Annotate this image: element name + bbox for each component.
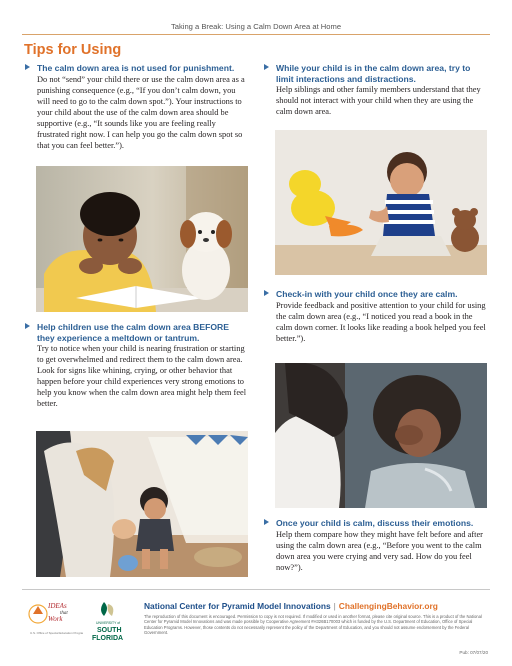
usf-text-3: FLORIDA (92, 635, 124, 642)
tip-body: Provide feedback and positive attention to your child for using the calm down area (e.g., “I noticed you read a book in the calm down corner. It looks like reading a book helped you feel better.”). (276, 300, 486, 343)
bullet-arrow-icon (25, 323, 30, 329)
header-divider (22, 34, 490, 35)
right-column (263, 63, 489, 117)
usf-text-2: SOUTH (97, 627, 122, 634)
tip-item (24, 322, 249, 410)
tip-heading: The calm down area is not used for punishment. (37, 63, 235, 73)
footer-legal-text: The reproduction of this document is encouraged. Permission to copy is not required. If modified or used in another format, please cite original source. This is a product of the National Center for Pyramid Model Innovations and was made possible by Cooperative Agreement #H326B170003 which is funded by the U.S. Department of Education, Office of Special Education Programs. However, those contents do not necessarily represent the policy of the Department of Education, and you should not assume endorsement by the Federal Government. (144, 614, 482, 635)
tip-heading: Help children use the calm down area BEFORE they experience a meltdown or tantrum. (37, 322, 229, 343)
tip-body: Do not “send” your child there or use the calm down area as a punishing consequence (e.g., “If you don’t calm down, you will need to go to the calm down spot.”). Your instructions to your child about the use of the calm down area should be supportive (e.g., “It sounds like you are feeling really frustrated right now. I can help you go the calm down spot so that you can feel better.”). (37, 74, 245, 151)
page-header: Taking a Break: Using a Calm Down Area at Home (170, 22, 342, 31)
website-link[interactable]: ChallengingBehavior.org (338, 601, 438, 611)
photo-child-reading-with-plush-dog (36, 166, 248, 312)
tip-item (263, 289, 489, 344)
tip-item (24, 63, 249, 151)
idea-text-2: that (60, 611, 68, 616)
usf-logo (90, 600, 130, 644)
org-name: National Center for Pyramid Model Innovations (144, 601, 331, 611)
left-column (24, 63, 249, 151)
bullet-arrow-icon (264, 290, 269, 296)
page-title: Tips for Using (24, 42, 122, 58)
usf-text-1: UNIVERSITY of (96, 621, 121, 625)
photo-child-with-plush-toys (275, 130, 487, 275)
bullet-arrow-icon (264, 64, 269, 70)
footer-divider (22, 589, 490, 590)
footer-organization (144, 601, 438, 611)
photo-upset-child (275, 363, 487, 508)
photo-parent-and-toddler (36, 431, 248, 577)
tip-item (263, 63, 489, 117)
tip-heading: While your child is in the calm down area, try to limit interactions and distractions. (276, 63, 471, 84)
bullet-arrow-icon (25, 64, 30, 70)
bullet-arrow-icon (264, 519, 269, 525)
tip-heading: Check-in with your child once they are calm. (276, 289, 458, 299)
idea-text-1: IDEAs (48, 602, 67, 610)
idea-subtext: U.S. Office of Special Education Programs (30, 631, 83, 635)
tip-body: Help them compare how they might have felt before and after using the calm down area (e.g., “Before you went to the calm down area you were crying and very sad. How do you feel now?”). (276, 529, 483, 572)
tip-item (263, 518, 489, 573)
ideas-that-work-logo (28, 598, 83, 644)
tip-body: Try to notice when your child is nearing frustration or starting to get overwhelmed and redirect them to the calm down area. Look for signs like whining, crying, or other behavior that happen before your child experiences very strong emotions to help you know when the calm down area might help them feel better. (37, 344, 247, 409)
left-column-lower (24, 322, 249, 410)
tip-body: Help siblings and other family members understand that they should not interact with your child when they are using the calm down area. (276, 85, 481, 117)
right-column-lower (263, 518, 489, 573)
publication-date: Pub: 07/07/20 (459, 650, 488, 655)
idea-text-3: Work (48, 615, 63, 623)
footer-separator: | (333, 601, 336, 611)
tip-heading: Once your child is calm, discuss their emotions. (276, 518, 474, 528)
right-column-middle (263, 289, 489, 344)
